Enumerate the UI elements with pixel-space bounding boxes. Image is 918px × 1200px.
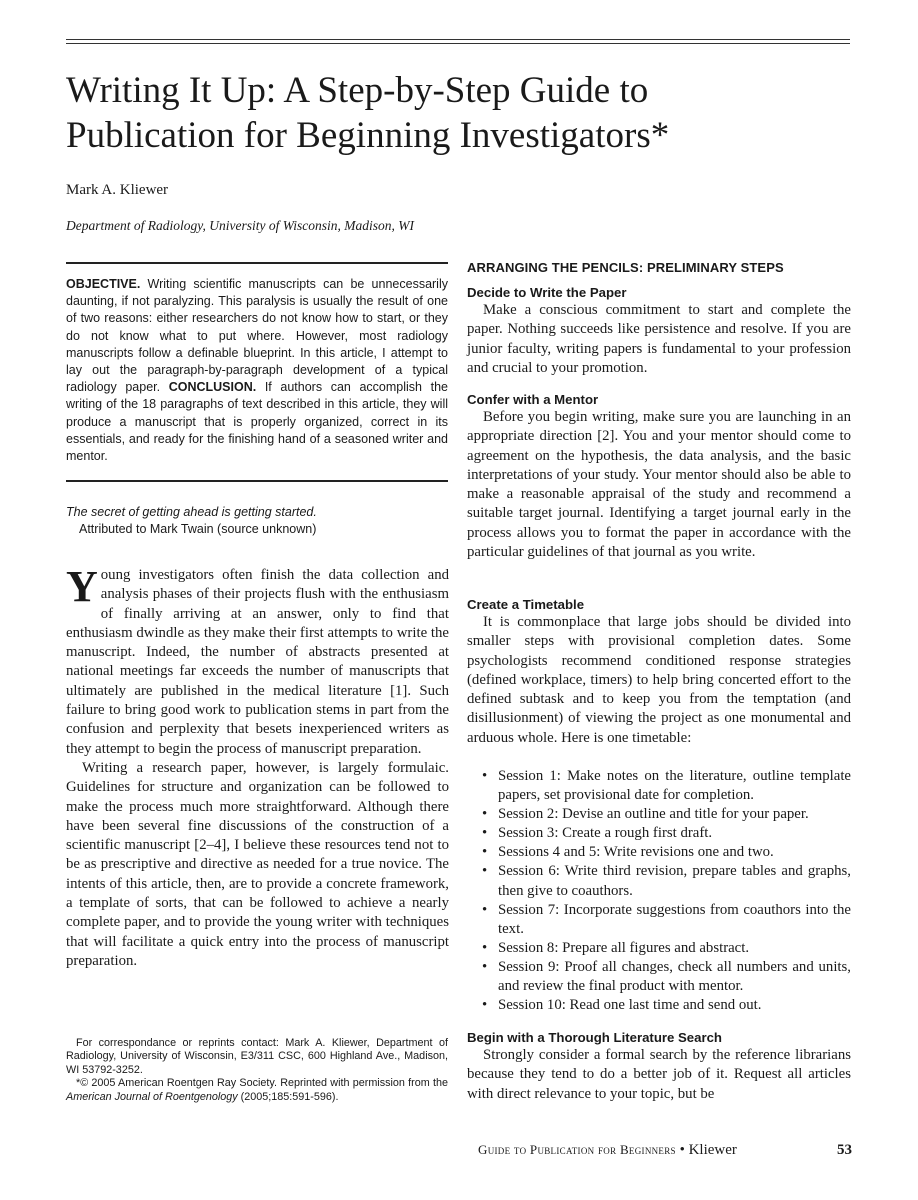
running-footer <box>478 1142 852 1159</box>
list-item: • Session 6: Write third revision, prepare tables and graphs, then give to coauthors. <box>467 862 851 900</box>
intro-paragraph-1-text: oung investigators often finish the data collection and analysis phases of their projects flush with the enthusiasm of finally arriving at an answer, only to find that enthusiasm dwindle as they make their first attempts to write the manuscript. Indeed, the number of abstracts presented at national meetings far exceeds the number of manuscripts that ultimately are published in the medical literature [1]. Such failure to bring good work to publication stems in part from the confusion and perplexity that besets inexperienced writers as they attempt to begin the process of manuscript preparation. <box>66 567 449 757</box>
section-heading: ARRANGING THE PENCILS: PRELIMINARY STEPS <box>467 260 784 275</box>
running-title: Guide to Publication for Beginners <box>478 1142 676 1157</box>
footnote <box>66 1037 448 1104</box>
subsection-text: Strongly consider a formal search by the reference librarians because they tend to do a better job of it. Request all articles with direct relevance to your topic, but be <box>467 1047 851 1102</box>
intro-paragraph-1 <box>66 562 449 759</box>
running-author: Kliewer <box>688 1142 737 1158</box>
subsection-heading: Create a Timetable <box>467 597 585 612</box>
intro-paragraph-2: Writing a research paper, however, is largely formulaic. Guidelines for structure and organization can be followed to make the process much more straightforward. Although there have been several fine discussions of the construction of a scientific manuscript [2–4], I believe these resources tend not to be as prescriptive and directive as needed for a true novice. The intents of this article, then, are to provide a concrete framework, a template of sorts, that can be followed to achieve a nearly complete paper, and to provide the young writer with techniques that will facilitate a quick entry into the process of manuscript preparation. <box>66 759 449 969</box>
author-name: Mark A. Kliewer <box>66 182 169 198</box>
subsection-literature <box>467 1030 851 1104</box>
subsection-text: Before you begin writing, make sure you are launching in an appropriate direction [2]. You and your mentor should come to agreement on the hypothesis, the data analysis, and the basic interpretations of your study. Your mentor should also be able to make a reasonable appraisal of the study and recommend a suitable target journal. Identifying a target journal early in the process allows you to format the paper in accordance with the particular guidelines of that journal as you write. <box>467 409 851 561</box>
epigraph <box>66 504 448 537</box>
top-rule-secondary <box>66 43 850 44</box>
drop-cap: Y <box>66 562 98 611</box>
epigraph-quote: The secret of getting ahead is getting started. <box>66 505 317 519</box>
footer-separator: • <box>679 1142 685 1158</box>
subsection-mentor <box>467 392 851 562</box>
footnote-contact: For correspondance or reprints contact: Mark A. Kliewer, Department of Radiology, University of Wisconsin, E3/311 CSC, 600 Highland Ave., Madison, WI 53792-3252. <box>66 1037 448 1076</box>
subsection-heading: Decide to Write the Paper <box>467 285 627 300</box>
intro-text <box>66 562 449 971</box>
list-item: • Session 7: Incorporate suggestions from coauthors into the text. <box>467 901 851 939</box>
subsection-timetable <box>467 597 851 748</box>
conclusion-label: CONCLUSION. <box>168 380 257 395</box>
abstract <box>66 276 448 465</box>
list-item: • Session 2: Devise an outline and title for your paper. <box>467 805 851 824</box>
abstract-top-rule <box>66 262 448 264</box>
objective-text: Writing scientific manuscripts can be unnecessarily daunting, if not paralyzing. This paralysis is usually the result of one of two reasons: either researchers do not know how to start, or they do not know what to put where. However, most radiology manuscripts follow a definable blueprint. In this article, I attempt to lay out the paragraph-by-paragraph development of a typical radiology paper. <box>66 277 448 395</box>
objective-label: OBJECTIVE. <box>66 277 141 291</box>
subsection-decide <box>467 285 851 378</box>
conclusion-text: If authors can accomplish the writing of the 18 paragraphs of text described in this article, they will produce a manuscript that is properly organized, correct in its essentials, and ready for the finishing hand of a seasoned writer and mentor. <box>66 380 448 464</box>
timetable-list <box>467 767 851 1015</box>
abstract-bottom-rule <box>66 480 448 482</box>
subsection-text: It is commonplace that large jobs should be divided into smaller steps with provisional completion dates. Some psychologists recommend conditioned response strategies (defined workplace, timers) to help bring concerted effort to the defined subtask and to keep you from the temptation (and disillusionment) of viewing the project as one monumental and arduous whole. Here is one timetable: <box>467 614 851 746</box>
list-item: • Session 9: Proof all changes, check all numbers and units, and review the final product with mentor. <box>467 958 851 996</box>
subsection-heading: Confer with a Mentor <box>467 392 599 407</box>
epigraph-attribution: Attributed to Mark Twain (source unknown) <box>79 521 317 536</box>
footnote-copyright <box>66 1077 448 1104</box>
article-title: Writing It Up: A Step-by-Step Guide to Publication for Beginning Investigators* <box>66 70 670 156</box>
subsection-text: Make a conscious commitment to start and complete the paper. Nothing succeeds like persistence and resolve. If you are junior faculty, writing papers is fundamental to your profession and crucial to your promotion. <box>467 302 851 376</box>
list-item: • Session 3: Create a rough first draft. <box>467 824 851 843</box>
list-item: • Sessions 4 and 5: Write revisions one and two. <box>467 843 851 862</box>
footnote-citation: (2005;185:591-596). <box>237 1090 339 1103</box>
footnote-copyright-prefix: *© 2005 American Roentgen Ray Society. Reprinted with permission from the <box>76 1077 448 1090</box>
subsection-heading: Begin with a Thorough Literature Search <box>467 1030 722 1045</box>
list-item: • Session 10: Read one last time and send out. <box>467 996 851 1015</box>
list-item: • Session 8: Prepare all figures and abstract. <box>467 939 851 958</box>
author-affiliation: Department of Radiology, University of Wisconsin, Madison, WI <box>66 218 414 233</box>
footnote-journal: American Journal of Roentgenology <box>66 1090 238 1103</box>
list-item: • Session 1: Make notes on the literature, outline template papers, set provisional date for completion. <box>467 767 851 805</box>
page-number: 53 <box>837 1142 852 1158</box>
top-rule <box>66 39 850 40</box>
